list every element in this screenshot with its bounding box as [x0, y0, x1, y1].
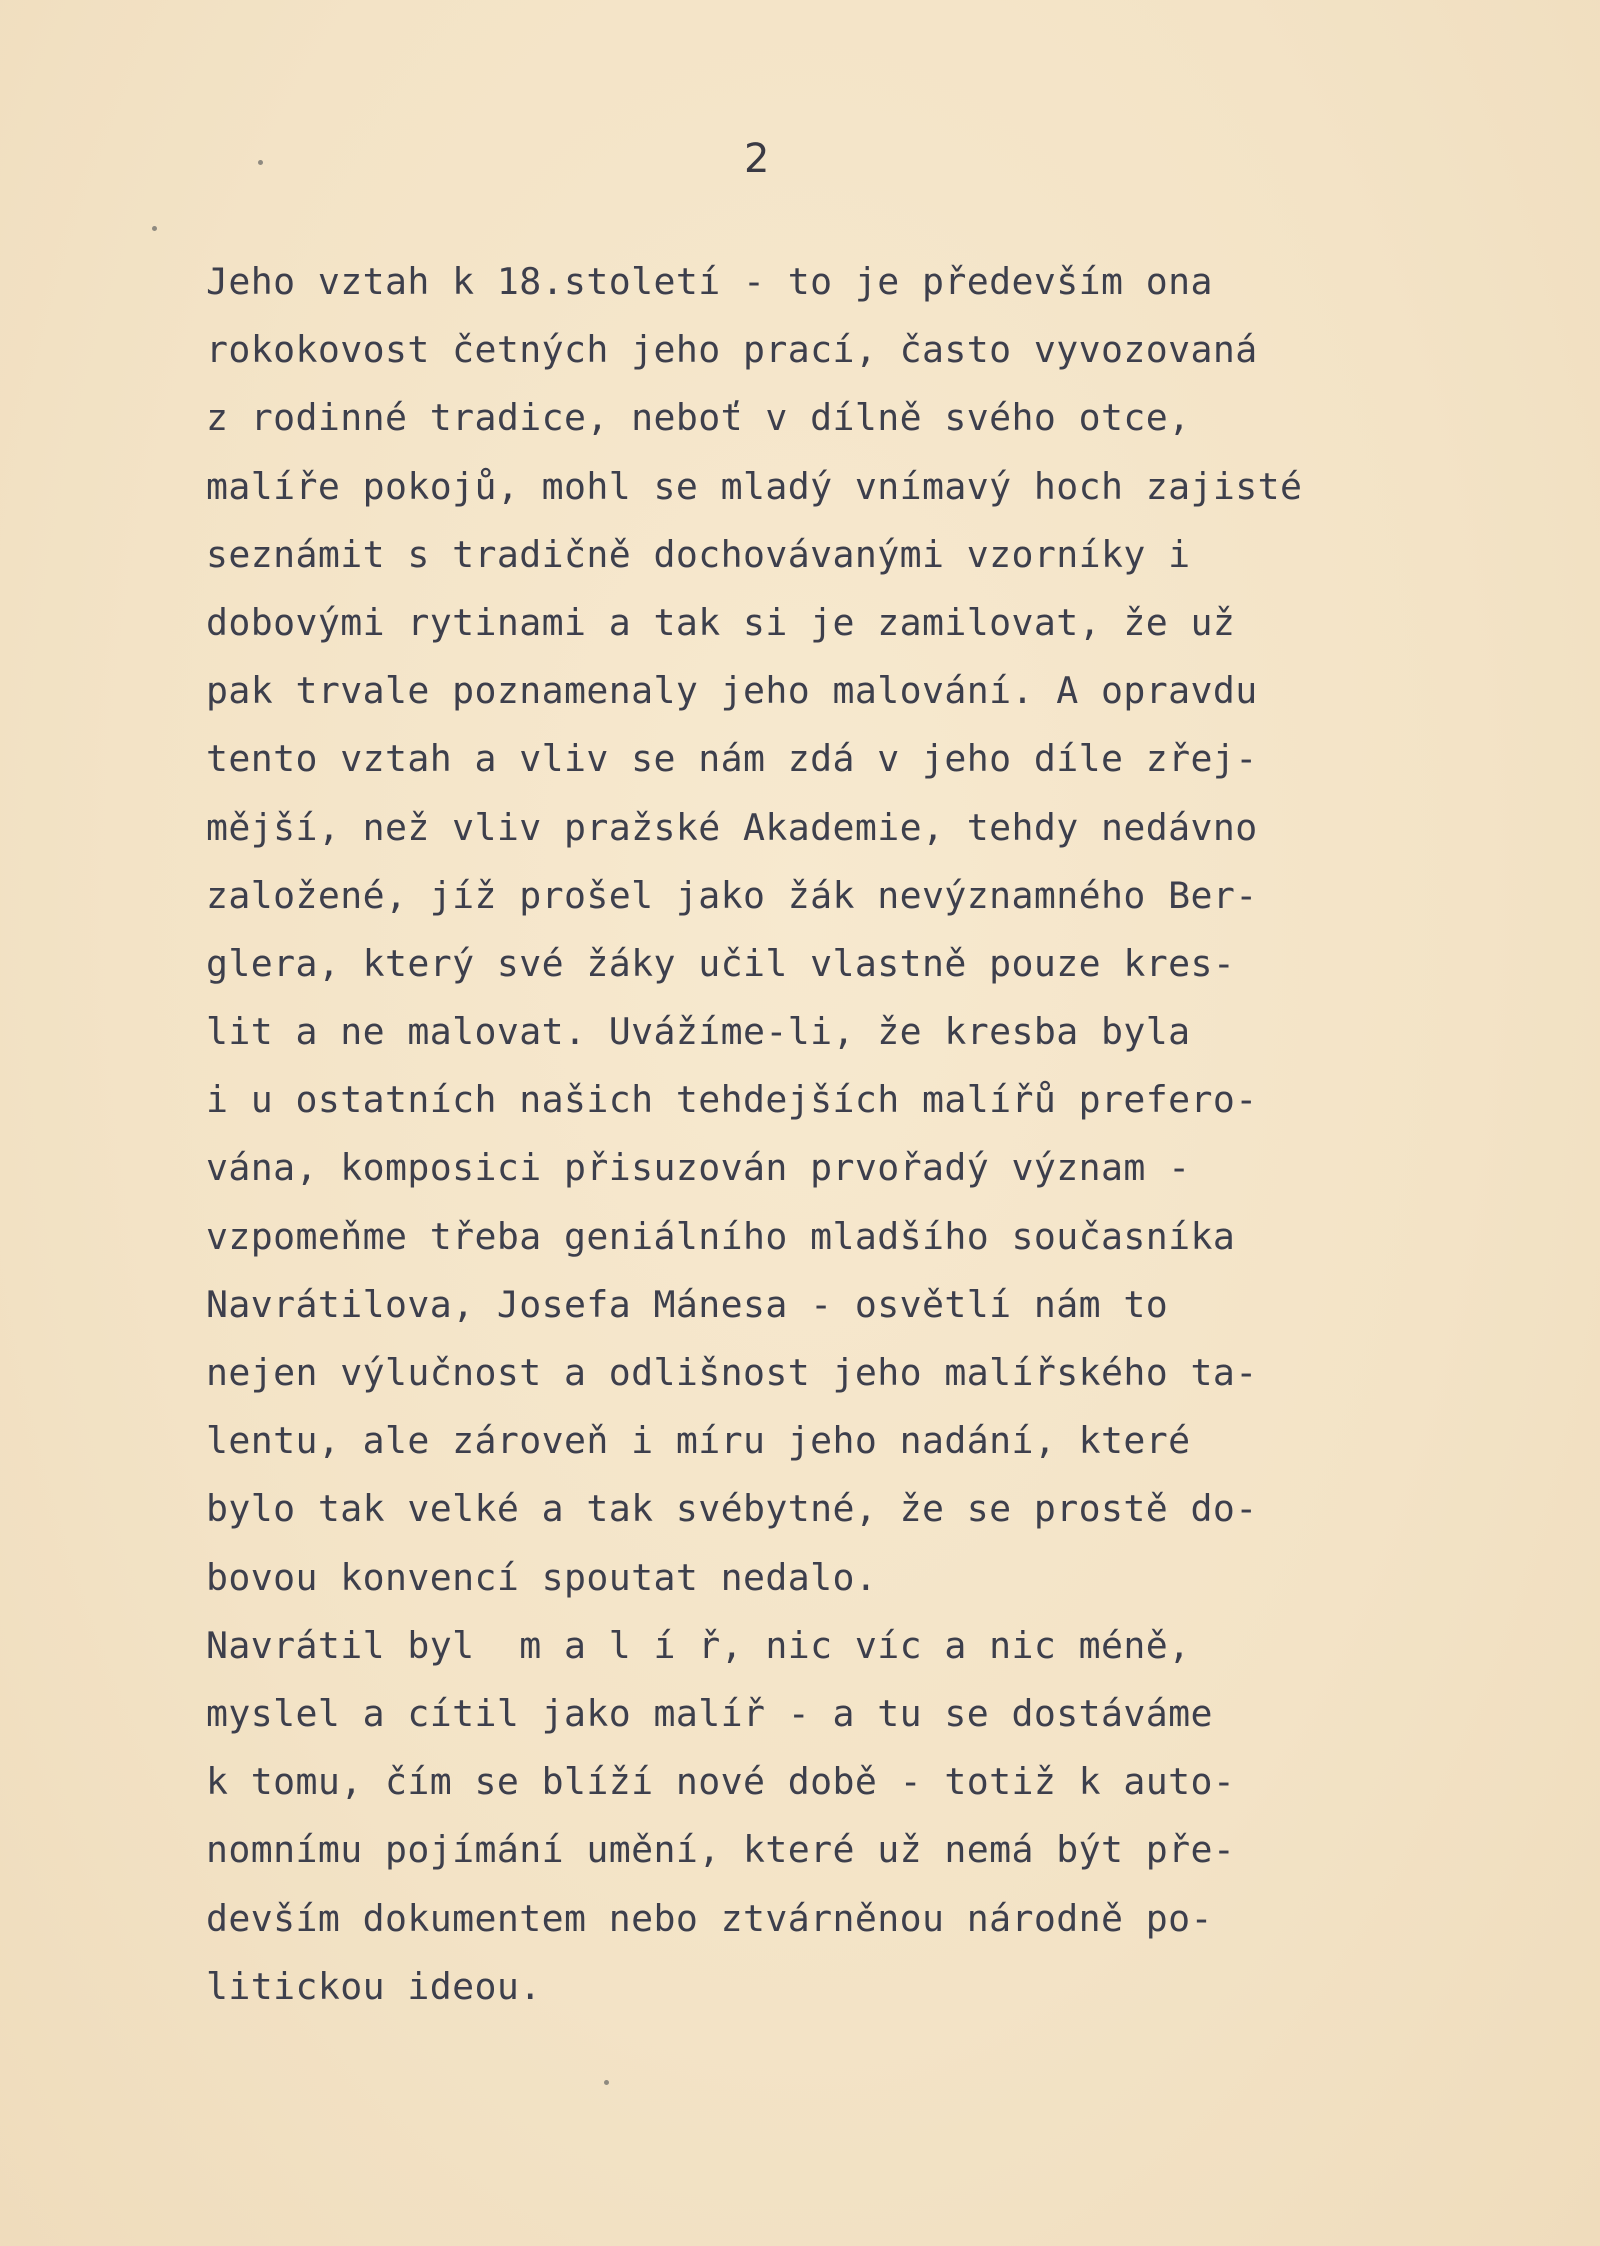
text-line: dobovými rytinami a tak si je zamilovat, že už	[206, 600, 1236, 644]
text-line: malíře pokojů, mohl se mladý vnímavý hoch zajisté	[206, 464, 1303, 508]
text-line: myslel a cítil jako malíř - a tu se dostáváme	[206, 1691, 1213, 1735]
paper-speck	[258, 160, 263, 165]
text-line: bylo tak velké a tak svébytné, že se prostě do-	[206, 1487, 1258, 1531]
text-line: devším dokumentem nebo ztvárněnou národně po-	[206, 1896, 1213, 1940]
text-line: k tomu, čím se blíží nové době - totiž k auto-	[206, 1760, 1236, 1804]
text-line: Navrátil byl m a l í ř, nic víc a nic méně,	[206, 1623, 1191, 1667]
text-line: rokokovost četných jeho prací, často vyvozovaná	[206, 328, 1258, 372]
text-line: vzpomeňme třeba geniálního mladšího současníka	[206, 1214, 1236, 1258]
text-line: vána, komposici přisuzován prvořadý význam -	[206, 1146, 1191, 1190]
text-line: Navrátilova, Josefa Mánesa - osvětlí nám to	[206, 1282, 1169, 1326]
text-line: mější, než vliv pražské Akademie, tehdy nedávno	[206, 805, 1258, 849]
typed-text-body	[206, 248, 1596, 2021]
text-line: založené, jíž prošel jako žák nevýznamného Ber-	[206, 873, 1258, 917]
text-line: glera, který své žáky učil vlastně pouze kres-	[206, 941, 1236, 985]
page-number: 2	[744, 136, 770, 182]
text-line: pak trvale poznamenaly jeho malování. A opravdu	[206, 669, 1258, 713]
text-line: lit a ne malovat. Uvážíme-li, že kresba byla	[206, 1010, 1191, 1054]
text-line: Jeho vztah k 18.století - to je především ona	[206, 260, 1213, 303]
text-line: litickou ideou.	[206, 1964, 542, 2008]
paper-speck	[604, 2080, 609, 2085]
text-line: nomnímu pojímání umění, které už nemá být pře-	[206, 1828, 1236, 1872]
paper-speck	[152, 226, 157, 231]
text-line: i u ostatních našich tehdejších malířů prefero-	[206, 1078, 1258, 1122]
text-line: tento vztah a vliv se nám zdá v jeho díle zřej-	[206, 737, 1258, 781]
text-line: bovou konvencí spoutat nedalo.	[206, 1555, 878, 1599]
text-line: z rodinné tradice, neboť v dílně svého otce,	[206, 396, 1191, 440]
text-line: lentu, ale zároveň i míru jeho nadání, které	[206, 1419, 1191, 1463]
text-line: nejen výlučnost a odlišnost jeho malířského ta-	[206, 1351, 1258, 1394]
text-line: seznámit s tradičně dochovávanými vzorníky i	[206, 532, 1191, 576]
